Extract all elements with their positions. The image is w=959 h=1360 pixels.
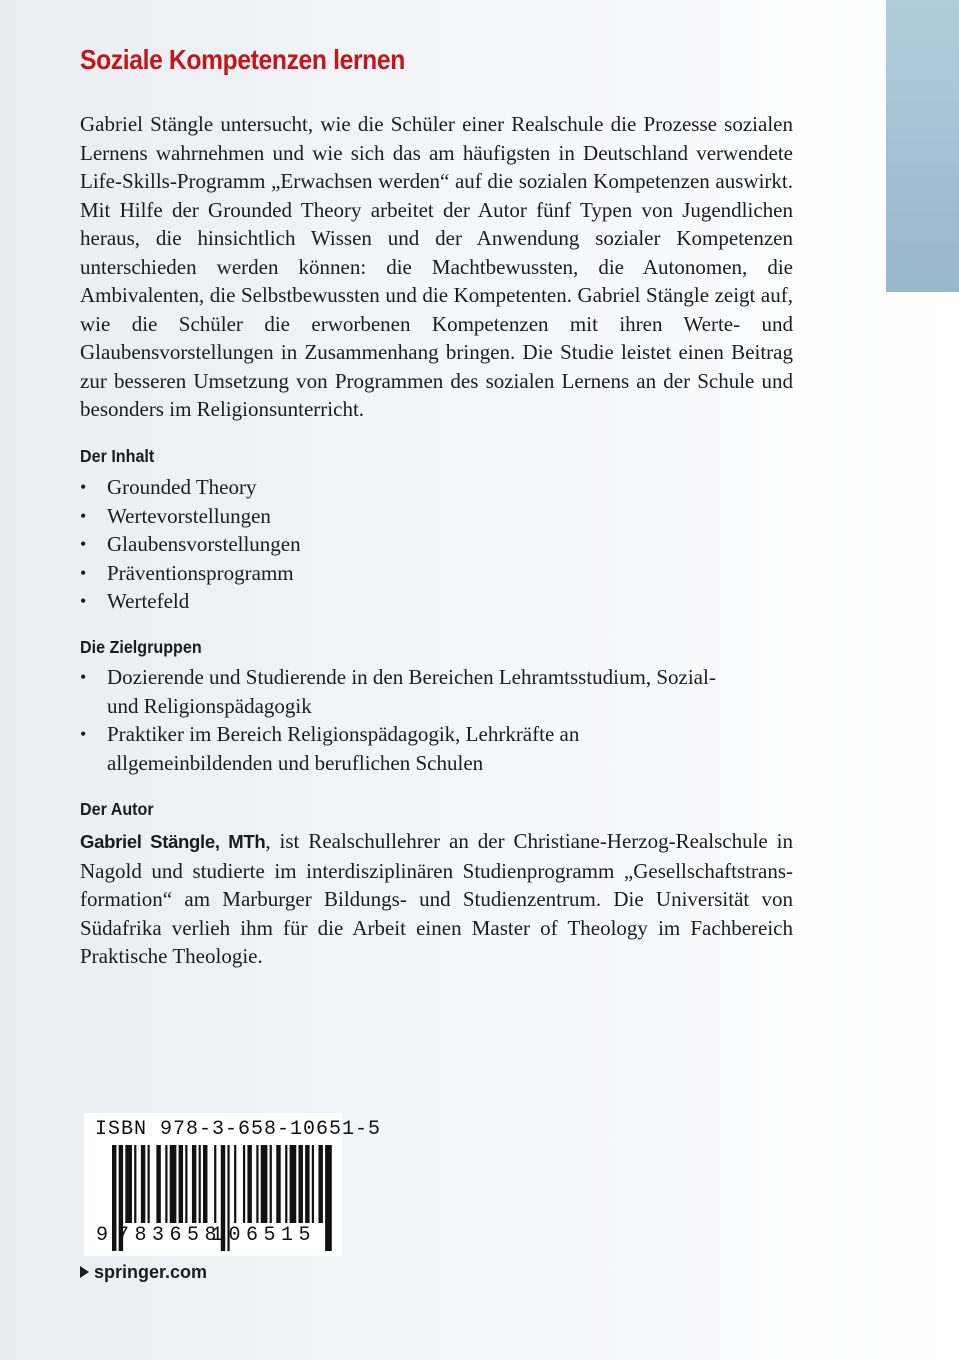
inhalt-heading: Der Inhalt (80, 446, 155, 466)
barcode-bar (141, 1145, 145, 1223)
list-item: • Dozierende und Studierende in den Bereichen Lehramtsstudium, Sozial- und Religionspädagogik (80, 663, 720, 720)
ean-right-digits: 106515 (211, 1224, 317, 1247)
list-item: • Präventionsprogramm (80, 559, 793, 588)
side-color-tab (886, 0, 959, 292)
autor-heading: Der Autor (80, 799, 154, 819)
list-item: • Grounded Theory (80, 473, 793, 502)
barcode-bar (214, 1145, 216, 1223)
barcode-bar (125, 1145, 132, 1223)
barcode-bar (192, 1145, 196, 1223)
barcode-bar (247, 1145, 251, 1223)
barcode-bar (170, 1145, 177, 1223)
barcode-bar (156, 1145, 160, 1223)
barcode-bar (325, 1145, 332, 1251)
barcode-bar (298, 1145, 302, 1223)
list-item: • Praktiker im Bereich Religionspädagogik, Lehrkräfte an allgemeinbildenden und beruflichen Schulen (80, 720, 720, 777)
inhalt-list (80, 473, 793, 616)
book-blurb: Gabriel Stängle untersucht, wie die Schüler einer Realschule die Prozesse sozialen Lernens wahrnehmen und wie sich das am häufigsten in Deutschland verwendete Life-Skills-Programm „Erwachsen werden“ auf die sozialen Kompetenzen auswirkt. Mit Hilfe der Grounded Theory arbeitet der Autor fünf Typen von Jugendlichen heraus, die hinsichtlich Wissen und der Anwendung sozialer Kompetenzen unterschieden werden können: die Machtbewussten, die Autonomen, die Ambivalenten, die Selbstbewussten und die Kompetenten. Gabriel Stängle zeigt auf, wie die Schüler die erworbenen Kompetenzen mit ihren Werte- und Glaubensvorstellungen in Zusammenhang bringen. Die Studie leistet einen Beitrag zur besseren Umsetzung von Programmen des sozialen Lernens an der Schule und besonders im Religionsunterricht. (80, 112, 793, 421)
barcode-bar (234, 1145, 236, 1223)
zielgruppen-list (80, 663, 720, 777)
list-item: • Glaubensvorstellungen (80, 530, 793, 559)
author-name: Gabriel Stängle, MTh (80, 831, 266, 852)
author-bio-text: , ist Realschullehrer an der Christiane-Herzog-Realschule in Nagold und studierte im interdisziplinären Studienprogramm „Gesellschaftstrans-formation“ am Marburger Bildungs- und Studienzentrum. Die Universität von Südafrika verlieh ihm für die Arbeit einen Master of Theology im Fachbereich Praktische Theologie. (80, 829, 793, 968)
barcode-bar (312, 1145, 314, 1223)
list-item: • Wertevorstellungen (80, 502, 793, 531)
arrow-right-icon (80, 1266, 89, 1278)
barcode-bar (134, 1145, 136, 1223)
publisher-site: springer.com (94, 1262, 208, 1282)
author-bio (80, 827, 793, 971)
barcode-bar (199, 1145, 201, 1223)
barcode-bar (318, 1145, 322, 1223)
barcode-bar (185, 1145, 187, 1223)
barcode-bar (148, 1145, 150, 1223)
ean-left-digits: 783658 (117, 1224, 223, 1247)
barcode-bar (276, 1145, 280, 1223)
barcode-bar (203, 1145, 207, 1223)
barcode-bar (270, 1145, 272, 1223)
ean-prefix-digit: 9 (96, 1224, 109, 1247)
barcode-bar (243, 1145, 245, 1223)
barcode-bar (290, 1145, 297, 1223)
barcode-bar (165, 1145, 167, 1223)
barcode-bar (256, 1145, 258, 1223)
barcode-bar (305, 1145, 309, 1223)
isbn-label: ISBN 978-3-658-10651-5 (95, 1118, 382, 1141)
book-title: Soziale Kompetenzen lernen (80, 44, 405, 75)
list-item: • Wertefeld (80, 587, 793, 616)
barcode-bar (179, 1145, 183, 1223)
publisher-link[interactable] (80, 1262, 207, 1283)
barcode-bar (285, 1145, 287, 1223)
barcode-bar (112, 1145, 116, 1251)
barcode-bar (261, 1145, 268, 1223)
zielgruppen-heading: Die Zielgruppen (80, 637, 202, 657)
